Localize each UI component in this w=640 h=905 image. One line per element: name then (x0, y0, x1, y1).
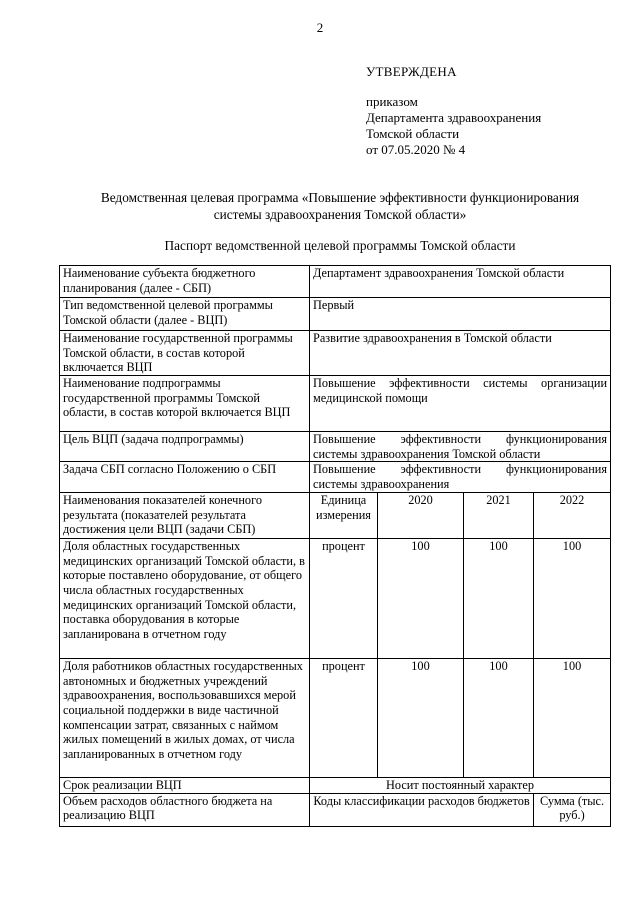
row-value-line: Повышение эффективности функционирования (313, 432, 608, 446)
program-title-line: системы здравоохранения Томской области» (213, 207, 467, 222)
row-label: Наименование подпрограммы государственной программы Томской области, в состав которой включается ВЦП (60, 376, 310, 432)
budget-sum-header: Сумма (тыс. руб.) (534, 793, 611, 826)
table-row (60, 266, 611, 298)
approval-line: приказом (366, 94, 418, 109)
indicator-row (60, 539, 611, 659)
table-row (60, 376, 611, 432)
table-row (60, 778, 611, 794)
program-title (60, 189, 620, 223)
row-label: Задача СБП согласно Положению о СБП (60, 462, 310, 493)
page-number: 2 (316, 20, 324, 35)
row-value-line: Повышение эффективности функционирования (313, 462, 608, 477)
budget-codes-header: Коды классификации расходов бюджетов (310, 793, 534, 826)
indicator-value: 100 (378, 659, 464, 778)
passport-table (59, 265, 611, 827)
approval-line: Томской области (366, 126, 460, 141)
indicator-unit: процент (310, 659, 378, 778)
row-value-line: медицинской помощи (313, 390, 428, 405)
table-row (60, 462, 611, 493)
indicator-label: Доля областных государственных медицинских организаций Томской области, в которые поставлено оборудование, от общего числа областных государственных медицинских организаций Томской области, поставка оборудования в которые запланирована в отчетном году (60, 539, 310, 659)
approval-line: Департамента здравоохранения (366, 110, 542, 125)
row-label: Цель ВЦП (задача подпрограммы) (60, 432, 310, 462)
indicators-header-row (60, 493, 611, 539)
term-value: Носит постоянный характер (310, 778, 611, 794)
indicator-value: 100 (464, 539, 534, 659)
table-row (60, 432, 611, 462)
indicator-row (60, 659, 611, 778)
row-label: Наименование государственной программы Томской области, в состав которой включается ВЦП (60, 331, 310, 376)
indicator-unit: процент (310, 539, 378, 659)
row-label: Срок реализации ВЦП (60, 778, 310, 794)
indicator-value: 100 (464, 659, 534, 778)
row-value: Первый (310, 298, 611, 331)
passport-title: Паспорт ведомственной целевой программы Томской области (164, 238, 516, 253)
row-label: Тип ведомственной целевой программы Томской области (далее - ВЦП) (60, 298, 310, 331)
table-row (60, 298, 611, 331)
approval-heading: УТВЕРЖДЕНА (366, 64, 457, 79)
year-header: 2020 (378, 493, 464, 539)
indicator-label: Доля работников областных государственных автономных и бюджетных учреждений здравоохранения, воспользовавшихся мерой социальной поддержки в виде частичной компенсации затрат, связанных с наймом жилых помещений в жилых домах, от числа запланированных в отчетном году (60, 659, 310, 778)
unit-header: Единица измерения (310, 493, 378, 539)
year-header: 2021 (464, 493, 534, 539)
indicators-header-label: Наименования показателей конечного результата (показателей результата достижения цели ВЦП (задачи СБП) (60, 493, 310, 539)
row-value-line: системы здравоохранения Томской области (313, 446, 541, 461)
row-value (310, 432, 611, 462)
approval-line: от 07.05.2020 № 4 (366, 142, 466, 157)
row-value (310, 462, 611, 493)
row-label: Объем расходов областного бюджета на реализацию ВЦП (60, 793, 310, 826)
row-value (310, 376, 611, 432)
row-value: Департамент здравоохранения Томской области (310, 266, 611, 298)
row-value-line: системы здравоохранения (313, 476, 450, 491)
indicator-value: 100 (534, 539, 611, 659)
indicator-value: 100 (378, 539, 464, 659)
row-value-line: Повышение эффективности системы организации (313, 376, 608, 390)
budget-row (60, 793, 611, 826)
indicator-value: 100 (534, 659, 611, 778)
table-row (60, 331, 611, 376)
row-label: Наименование субъекта бюджетного планирования (далее - СБП) (60, 266, 310, 298)
year-header: 2022 (534, 493, 611, 539)
approval-order (366, 94, 541, 158)
program-title-line: Ведомственная целевая программа «Повышение эффективности функционирования (100, 190, 580, 205)
row-value: Развитие здравоохранения в Томской области (310, 331, 611, 376)
